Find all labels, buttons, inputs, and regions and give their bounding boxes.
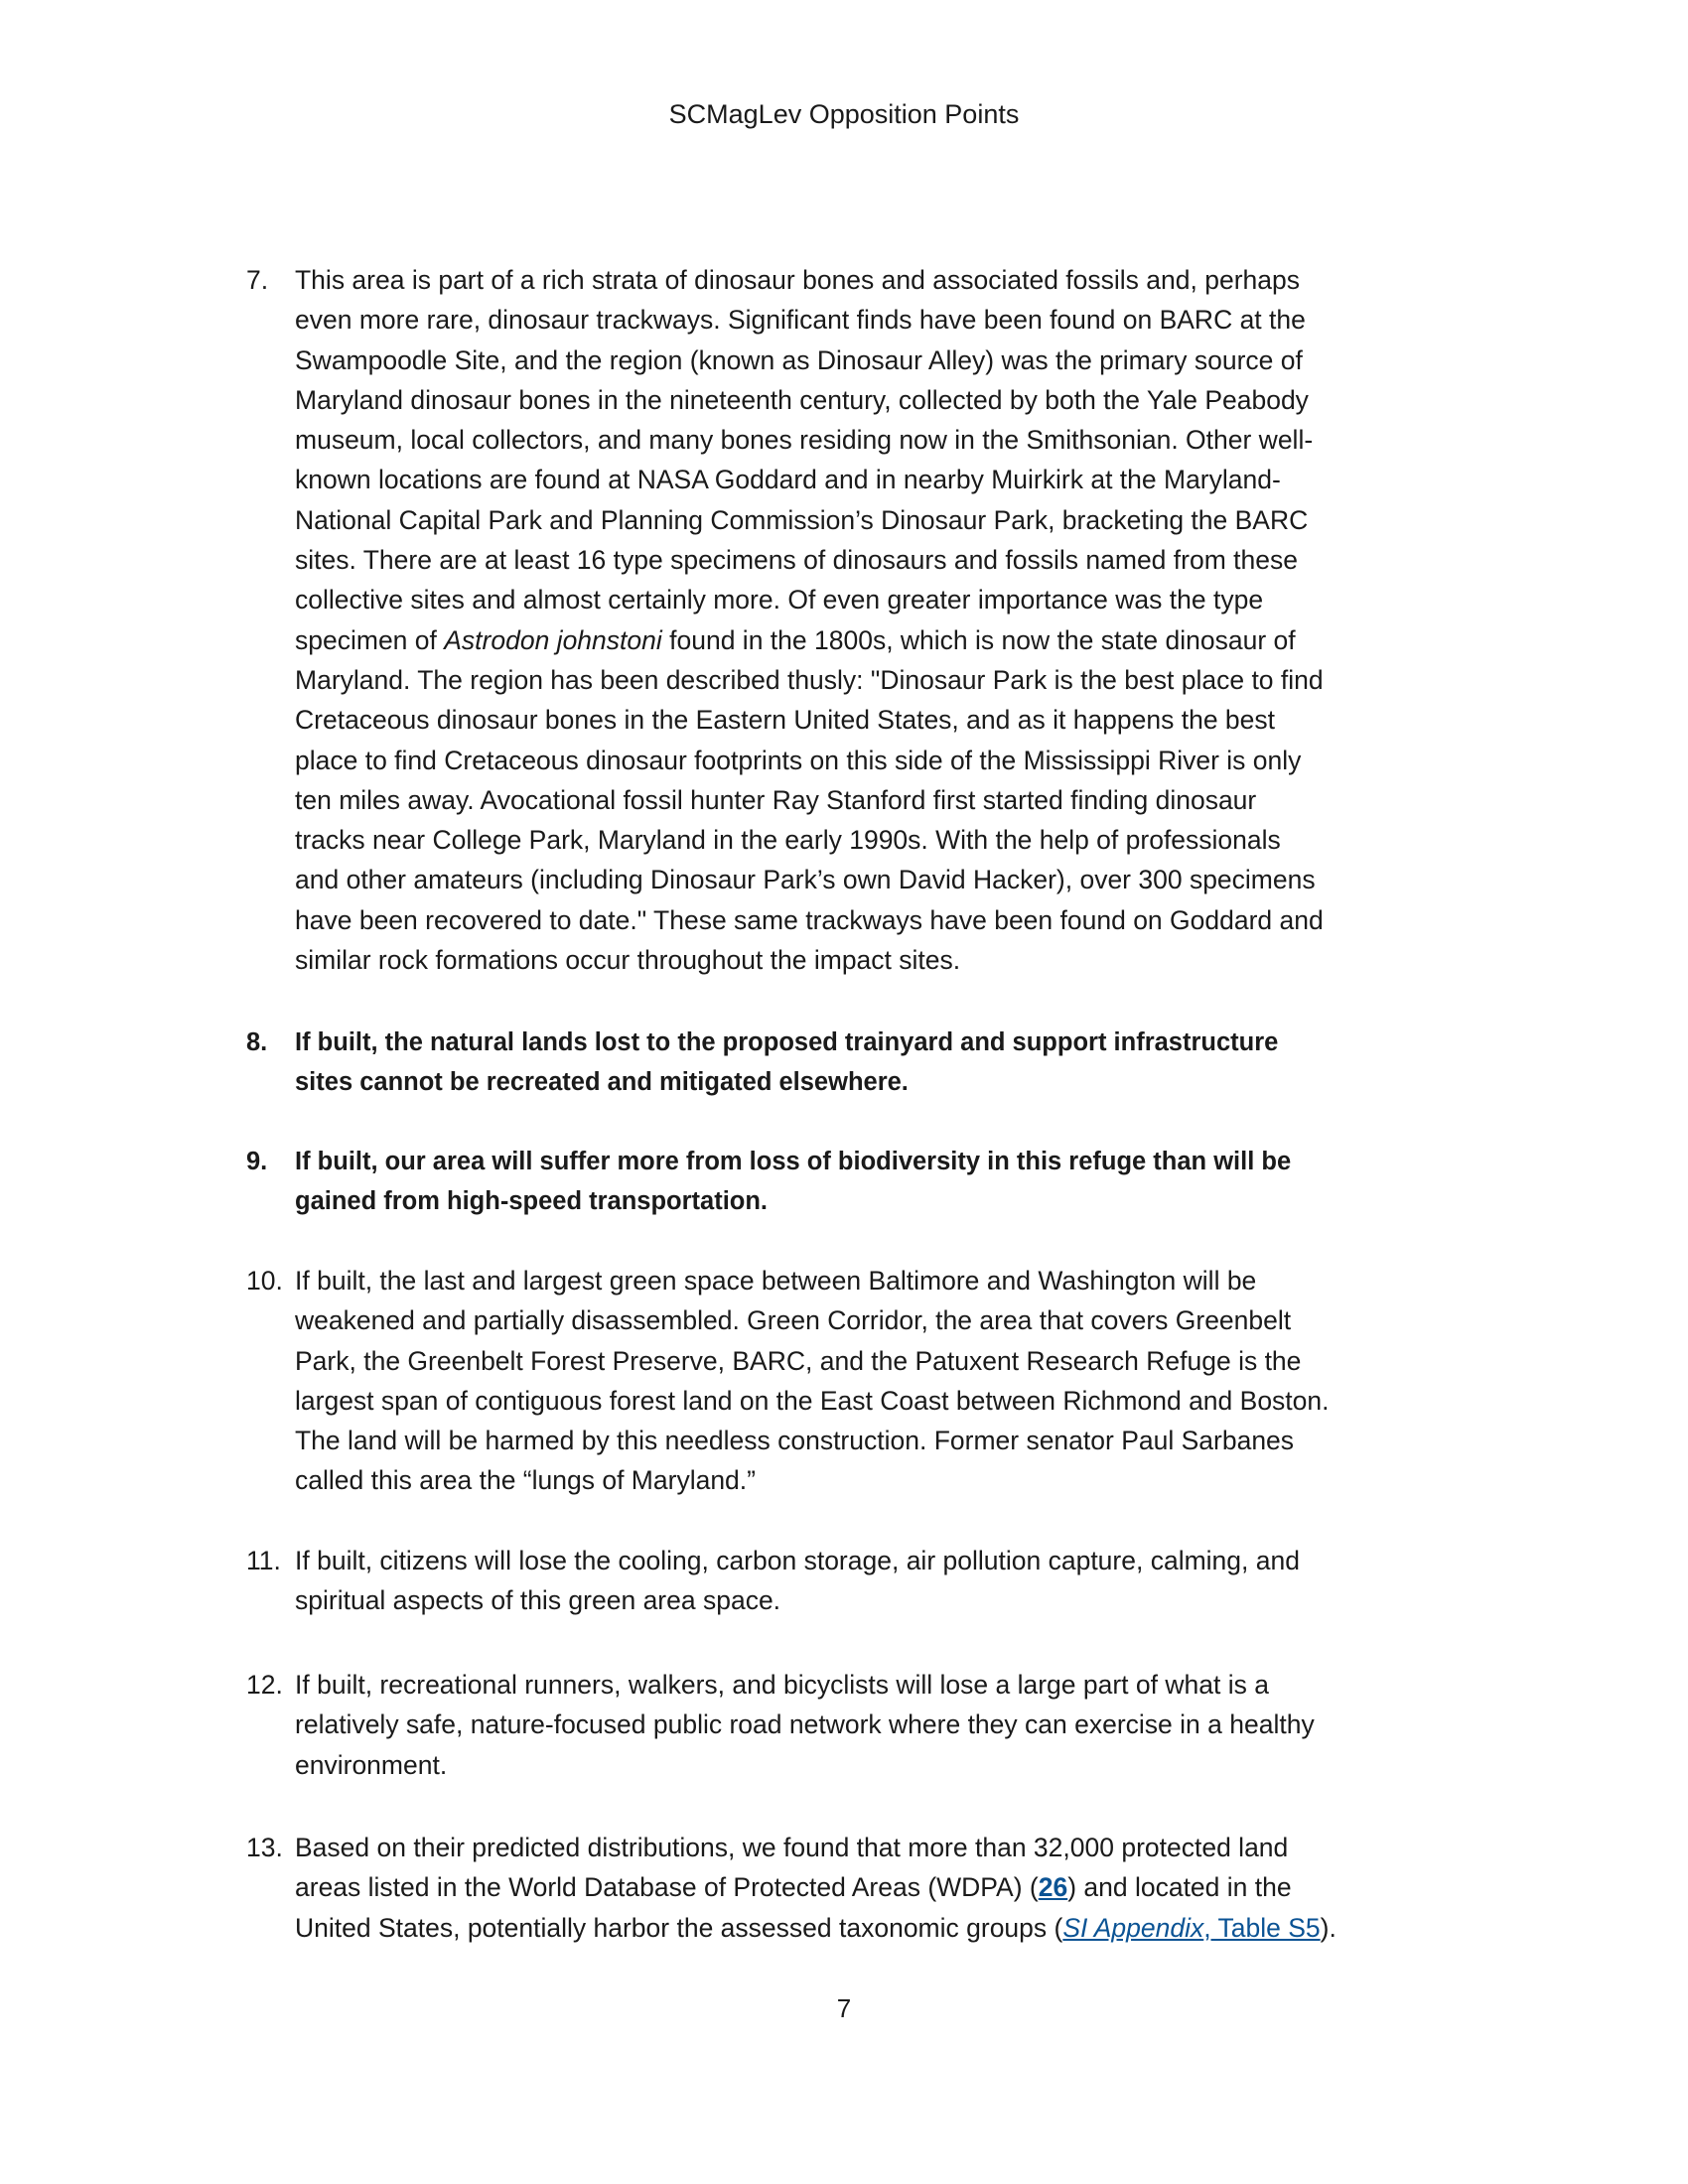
text-line — [295, 580, 1324, 619]
text-line — [295, 860, 1324, 899]
text-segment: sites. There are at least 16 type specimens of dinosaurs and fossils named from these — [295, 545, 1298, 576]
text-segment: environment. — [295, 1749, 448, 1780]
text-line — [295, 1142, 1291, 1181]
text-line — [295, 460, 1324, 499]
text-line — [295, 741, 1324, 780]
text-segment: relatively safe, nature-focused public road network where they can exercise in a healthy — [295, 1709, 1315, 1740]
text-line — [295, 1062, 1278, 1102]
text-line — [295, 1745, 1315, 1785]
text-segment: Park, the Greenbelt Forest Preserve, BARC, and the Patuxent Research Refuge is the — [295, 1345, 1302, 1376]
text-segment: If built, recreational runners, walkers, and bicyclists will lose a large part of what is a — [295, 1670, 1269, 1700]
text-segment: Based on their predicted distributions, we found that more than 32,000 protected land — [295, 1833, 1289, 1862]
text-segment: If built, the last and largest green space between Baltimore and Washington will be — [295, 1266, 1257, 1296]
text-segment: specimen of — [295, 624, 445, 655]
text-line — [295, 341, 1324, 380]
text-segment: sites cannot be recreated and mitigated elsewhere. — [295, 1068, 909, 1097]
text-segment: Maryland. The region has been described thusly: "Dinosaur Park is the best place to find — [295, 664, 1324, 695]
text-line — [295, 1541, 1300, 1580]
text-segment: If built, our area will suffer more from loss of biodiversity in this refuge than will be — [295, 1148, 1292, 1175]
reference-link[interactable]: , Table S5 — [1203, 1912, 1321, 1943]
text-line — [295, 1261, 1330, 1300]
italic-species-name: Astrodon johnstoni — [444, 624, 662, 655]
text-segment: found in the 1800s, which is now the state dinosaur of — [661, 624, 1296, 655]
text-line — [295, 1867, 1336, 1907]
text-line — [295, 1300, 1330, 1340]
text-line — [295, 420, 1324, 460]
text-line — [295, 260, 1324, 300]
list-item-number: 13. — [246, 1833, 283, 1862]
text-line — [295, 1421, 1330, 1460]
list-item-number: 8. — [246, 1028, 268, 1056]
text-line — [295, 1908, 1336, 1948]
text-line — [295, 660, 1324, 700]
text-line — [295, 300, 1324, 340]
page-header-title: SCMagLev Opposition Points — [668, 99, 1020, 129]
text-segment: even more rare, dinosaur trackways. Significant finds have been found on BARC at the — [295, 305, 1306, 336]
text-line — [295, 380, 1324, 420]
text-line — [295, 1181, 1291, 1221]
text-line — [295, 1580, 1300, 1620]
text-segment: National Capital Park and Planning Commission’s Dinosaur Park, bracketing the BARC — [295, 504, 1309, 535]
text-line — [295, 540, 1324, 580]
text-segment: place to find Cretaceous dinosaur footprints on this side of the Mississippi River is only — [295, 745, 1302, 775]
text-line — [295, 1828, 1336, 1867]
text-segment: gained from high-speed transportation. — [295, 1187, 769, 1216]
text-segment: largest span of contiguous forest land on the East Coast between Richmond and Boston. — [295, 1385, 1330, 1416]
text-segment: and other amateurs (including Dinosaur Park’s own David Hacker), over 300 specimens — [295, 865, 1316, 895]
text-segment: spiritual aspects of this green area space. — [295, 1585, 781, 1616]
text-segment: museum, local collectors, and many bones residing now in the Smithsonian. Other well- — [295, 425, 1314, 456]
list-item-number: 7. — [246, 265, 269, 295]
text-line — [295, 940, 1324, 980]
text-line — [295, 780, 1324, 820]
text-segment: weakened and partially disassembled. Green Corridor, the area that covers Greenbelt — [295, 1305, 1292, 1336]
reference-link[interactable]: 26 — [1038, 1872, 1068, 1903]
reference-link[interactable]: SI Appendix — [1062, 1912, 1204, 1943]
text-line — [295, 1341, 1330, 1381]
text-segment: areas listed in the World Database of Protected Areas (WDPA) ( — [295, 1872, 1039, 1903]
text-segment: similar rock formations occur throughout the impact sites. — [295, 945, 961, 976]
text-segment: ). — [1320, 1912, 1336, 1943]
list-item-number: 12. — [246, 1670, 283, 1700]
text-segment: Swampoodle Site, and the region (known as Dinosaur Alley) was the primary source of — [295, 344, 1303, 375]
text-segment: collective sites and almost certainly more. Of even greater importance was the type — [295, 585, 1264, 615]
text-segment: Maryland dinosaur bones in the nineteenth century, collected by both the Yale Peabody — [295, 384, 1309, 415]
text-segment: United States, potentially harbor the assessed taxonomic groups ( — [295, 1912, 1063, 1943]
text-segment: tracks near College Park, Maryland in the early 1990s. With the help of professionals — [295, 825, 1281, 856]
text-segment: If built, the natural lands lost to the proposed trainyard and support infrastructure — [295, 1028, 1279, 1056]
page-number: 7 — [836, 1993, 852, 2023]
text-line — [295, 1705, 1315, 1744]
text-line — [295, 620, 1324, 660]
text-segment: ten miles away. Avocational fossil hunter Ray Stanford first started finding dinosaur — [295, 784, 1257, 815]
text-segment: This area is part of a rich strata of dinosaur bones and associated fossils and, perhaps — [295, 265, 1300, 295]
text-segment: ) and located in the — [1067, 1872, 1292, 1903]
text-line — [295, 1460, 1330, 1500]
list-item-number: 9. — [246, 1148, 268, 1175]
list-item-number: 10. — [246, 1266, 283, 1296]
text-line — [295, 1381, 1330, 1421]
text-line — [295, 500, 1324, 540]
text-segment: Cretaceous dinosaur bones in the Eastern United States, and as it happens the best — [295, 705, 1276, 736]
text-segment: called this area the “lungs of Maryland.” — [295, 1465, 756, 1496]
text-segment: The land will be harmed by this needless construction. Former senator Paul Sarbanes — [295, 1426, 1295, 1456]
text-line — [295, 1665, 1315, 1705]
text-line — [295, 1023, 1278, 1062]
text-segment: known locations are found at NASA Goddard and in nearby Muirkirk at the Maryland- — [295, 465, 1281, 495]
text-line — [295, 700, 1324, 740]
text-segment: have been recovered to date." These same trackways have been found on Goddard and — [295, 904, 1324, 935]
text-line — [295, 820, 1324, 860]
text-line — [295, 900, 1324, 940]
list-item-number: 11. — [246, 1546, 281, 1575]
text-segment: If built, citizens will lose the cooling, carbon storage, air pollution capture, calming, and — [295, 1546, 1300, 1575]
